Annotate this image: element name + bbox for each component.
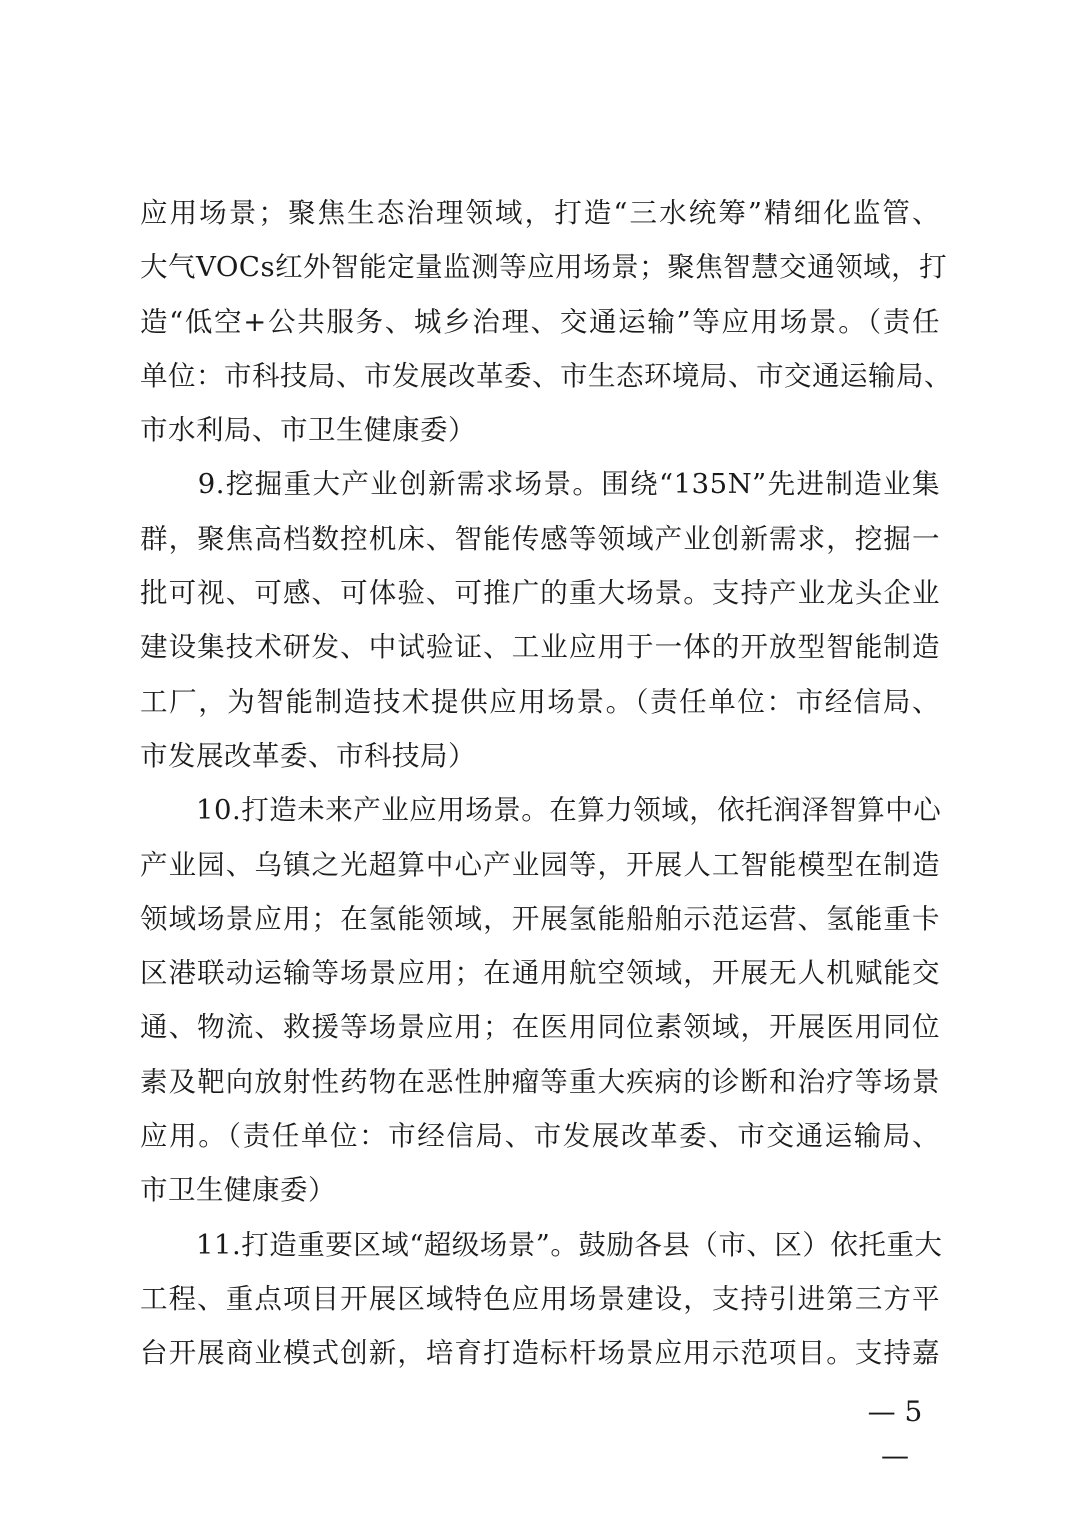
text-line: 产业园、乌镇之光超算中心产业园等，开展人工智能模型在制造 bbox=[140, 848, 940, 881]
text-line: 工厂，为智能制造技术提供应用场景。（责任单位：市经信局、 bbox=[140, 685, 940, 718]
text-line: 应用。（责任单位：市经信局、市发展改革委、市交通运输局、 bbox=[140, 1120, 940, 1153]
text-line: 大气VOCs红外智能定量监测等应用场景；聚焦智慧交通领域，打 bbox=[140, 251, 948, 284]
body-text bbox=[140, 186, 952, 1381]
text-line: 台开展商业模式创新，培育打造标杆场景应用示范项目。支持嘉 bbox=[140, 1337, 940, 1370]
text-line: 市发展改革委、市科技局） bbox=[140, 739, 476, 772]
text-line: 11.打造重要区域“超级场景”。鼓励各县（市、区）依托重大 bbox=[140, 1228, 943, 1261]
text-line: 建设集技术研发、中试验证、工业应用于一体的开放型智能制造 bbox=[140, 631, 940, 664]
text-line: 区港联动运输等场景应用；在通用航空领域，开展无人机赋能交 bbox=[140, 957, 940, 990]
text-line: 9.挖掘重大产业创新需求场景。围绕“135N”先进制造业集 bbox=[140, 468, 940, 501]
text-line: 市卫生健康委） bbox=[140, 1174, 336, 1207]
text-line: 单位：市科技局、市发展改革委、市生态环境局、市交通运输局、 bbox=[140, 359, 952, 392]
text-line: 市水利局、市卫生健康委） bbox=[140, 414, 476, 447]
text-line: 应用场景；聚焦生态治理领域，打造“三水统筹”精细化监管、 bbox=[140, 197, 940, 229]
text-line: 批可视、可感、可体验、可推广的重大场景。支持产业龙头企业 bbox=[140, 577, 940, 610]
text-line: 通、物流、救援等场景应用；在医用同位素领域，开展医用同位 bbox=[140, 1011, 940, 1044]
text-line: 群，聚焦高档数控机床、智能传感等领域产业创新需求，挖掘一 bbox=[140, 522, 940, 555]
text-line: 10.打造未来产业应用场景。在算力领域，依托润泽智算中心 bbox=[140, 794, 942, 827]
text-line: 造“低空+公共服务、城乡治理、交通运输”等应用场景。（责任 bbox=[140, 305, 940, 338]
text-line: 领域场景应用；在氢能领域，开展氢能船舶示范运营、氢能重卡 bbox=[140, 902, 940, 935]
text-line: 工程、重点项目开展区域特色应用场景建设，支持引进第三方平 bbox=[140, 1282, 940, 1315]
page-number: — 5 — bbox=[867, 1395, 923, 1472]
text-line: 素及靶向放射性药物在恶性肿瘤等重大疾病的诊断和治疗等场景 bbox=[140, 1065, 940, 1098]
